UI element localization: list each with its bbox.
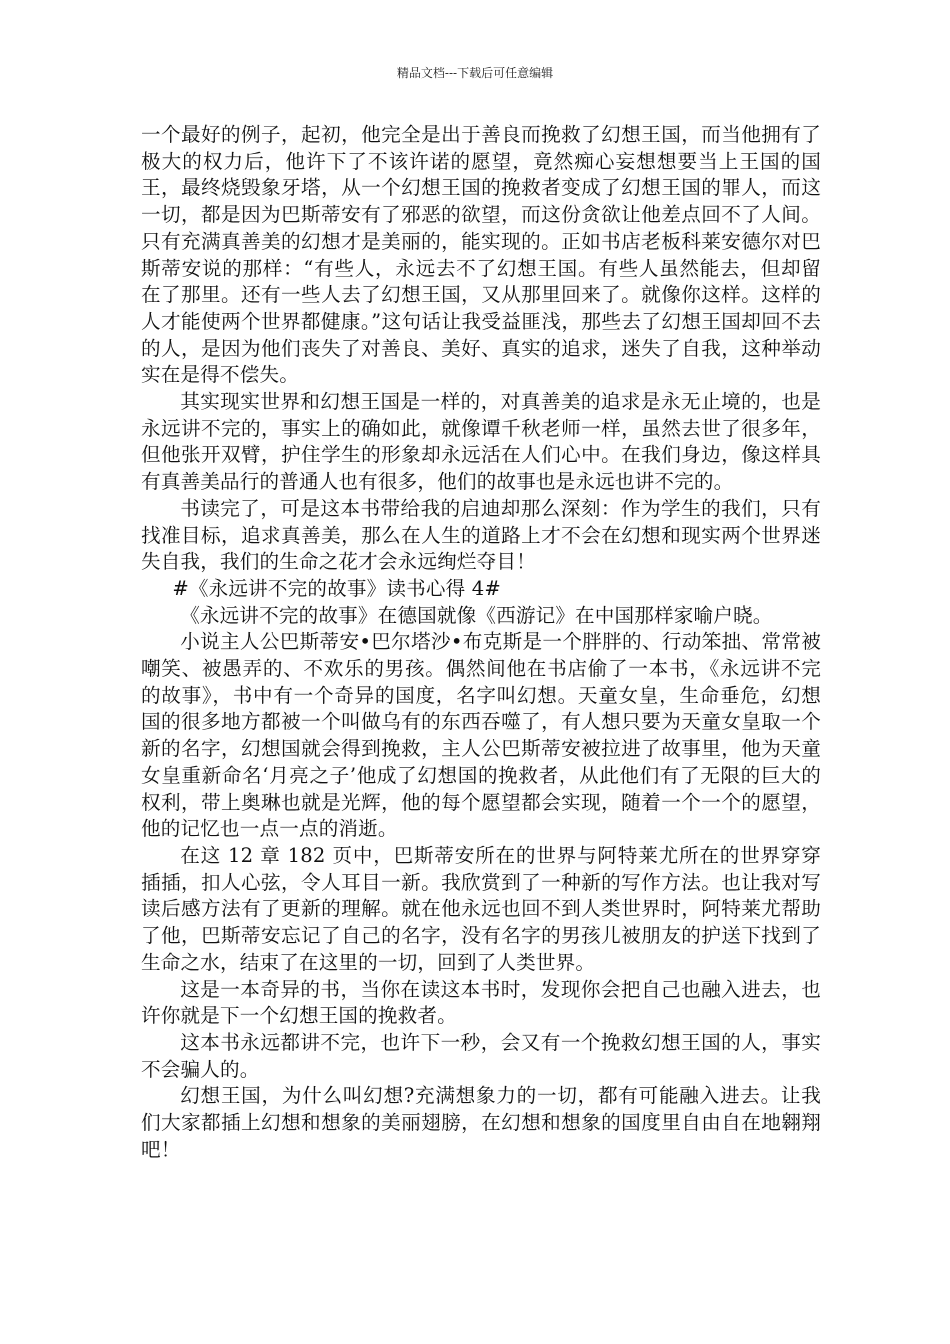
paragraph-7: 这是一本奇异的书，当你在读这本书时，发现你会把自己也融入进去，也许你就是下一个幻想王国的挽救者。 [141, 977, 821, 1028]
document-body [141, 122, 821, 1163]
page-header: 精品文档---下载后可任意编辑 [396, 66, 554, 80]
paragraph-2: 其实现实世界和幻想王国是一样的，对真善美的追求是永无止境的，也是永远讲不完的，事实上的确如此，就像谭千秋老师一样，虽然去世了很多年，但他张开双臂，护住学生的形象却永远活在人们心中。在我们身边，像这样具有真善美品行的普通人也有很多，他们的故事也是永远也讲不完的。 [141, 390, 821, 494]
paragraph-4: 《永远讲不完的故事》在德国就像《西游记》在中国那样家喻户晓。 [180, 603, 773, 627]
paragraph-8: 这本书永远都讲不完，也许下一秒，会又有一个挽救幻想王国的人，事实不会骗人的。 [141, 1030, 821, 1081]
paragraph-5: 小说主人公巴斯蒂安•巴尔塔沙•布克斯是一个胖胖的、行动笨拙、常常被嘲笑、被愚弄的、不欢乐的男孩。偶然间他在书店偷了一本书，《永远讲不完的故事》，书中有一个奇异的国度，名字叫幻想。天童女皇，生命垂危，幻想国的很多地方都被一个叫做乌有的东西吞噬了，有人想只要为天童女皇取一个新的名字，幻想国就会得到挽救，主人公巴斯蒂安被拉进了故事里，他为天童女皇重新命名‘月亮之子’他成了幻想国的挽救者，从此他们有了无限的巨大的权利，带上奥琳也就是光辉，他的每个愿望都会实现，随着一个一个的愿望，他的记忆也一点一点的消逝。 [141, 630, 821, 841]
paragraph-1: 一个最好的例子，起初，他完全是出于善良而挽救了幻想王国，而当他拥有了极大的权力后，他许下了不该许诺的愿望，竟然痴心妄想想要当上王国的国王，最终烧毁象牙塔，从一个幻想王国的挽救者变成了幻想王国的罪人，而这一切，都是因为巴斯蒂安有了邪恶的欲望，而这份贪欲让他差点回不了人间。只有充满真善美的幻想才是美丽的，能实现的。正如书店老板科莱安德尔对巴斯蒂安说的那样：“有些人，永远去不了幻想王国。有些人虽然能去，但却留在了那里。还有一些人去了幻想王国，又从那里回来了。就像你这样。这样的人才能使两个世界都健康。”这句话让我受益匪浅，那些去了幻想王国却回不去的人，是因为他们丧失了对善良、美好、真实的追求，迷失了自我，这种举动实在是得不偿失。 [141, 123, 821, 387]
paragraph-9: 幻想王国，为什么叫幻想?充满想象力的一切，都有可能融入进去。让我们大家都插上幻想和想象的美丽翅膀，在幻想和想象的国度里自由自在地翱翔吧！ [141, 1084, 821, 1161]
paragraph-3: 书读完了，可是这本书带给我的启迪却那么深刻：作为学生的我们，只有找准目标，追求真善美，那么在人生的道路上才不会在幻想和现实两个世界迷失自我，我们的生命之花才会永远绚烂夺目！ [141, 496, 821, 574]
paragraph-6: 在这 12 章 182 页中，巴斯蒂安所在的世界与阿特莱尤所在的世界穿穿插插，扣人心弦，令人耳目一新。我欣赏到了一种新的写作方法。也让我对写读后感方法有了更新的理解。就在他永远也回不到人类世界时，阿特莱尤帮助了他，巴斯蒂安忘记了自己的名字，没有名字的男孩儿被朋友的护送下找到了生命之水，结束了在这里的一切，回到了人类世界。 [141, 843, 821, 974]
section-heading: #《永远讲不完的故事》读书心得 4# [172, 576, 501, 600]
